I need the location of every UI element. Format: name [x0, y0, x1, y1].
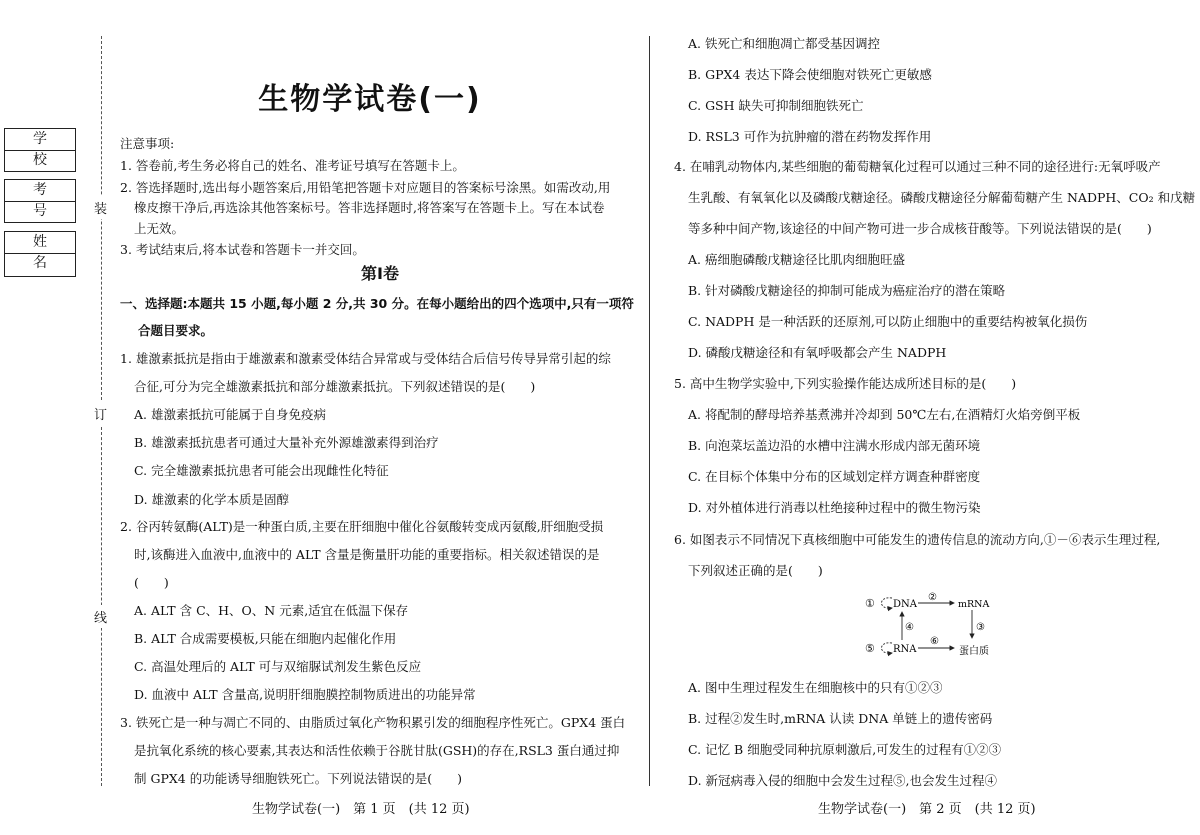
column-divider: [649, 36, 650, 786]
binding-char-ding: 订: [94, 402, 107, 425]
replication-loop: [882, 598, 893, 608]
section-heading: 第Ⅰ卷: [361, 264, 399, 283]
q5-stem: 5. 高中生物学实验中,下列实验操作能达成所述目标的是( ): [674, 376, 1017, 391]
notice-2-line2: 橡皮擦干净后,再选涂其他答案标号。答非选择题时,将答案写在答题卡上。写在本试卷: [134, 200, 605, 215]
q6-stem-line1: 6. 如图表示不同情况下真核细胞中可能发生的遗传信息的流动方向,①－⑥表示生理过程,: [674, 532, 1161, 547]
exam-number-label: 考 号: [5, 180, 75, 202]
q4-option-d: D. 磷酸戊糖途径和有氧呼吸都会产生 NADPH: [688, 345, 947, 360]
notice-1: 1. 答卷前,考生务必将自己的姓名、准考证号填写在答题卡上。: [120, 158, 465, 173]
page-2-footer: 生物学试卷(一) 第 2 页 (共 12 页): [818, 802, 1036, 817]
page-1-footer: 生物学试卷(一) 第 1 页 (共 12 页): [252, 802, 470, 817]
q1-option-d: D. 雄激素的化学本质是固醇: [134, 492, 290, 507]
q5-option-d: D. 对外植体进行消毒以杜绝接种过程中的微生物污染: [688, 500, 981, 515]
notice-3: 3. 考试结束后,将本试卷和答题卡一并交回。: [120, 242, 365, 257]
q4-option-a: A. 癌细胞磷酸戊糖途径比肌肉细胞旺盛: [688, 252, 905, 267]
q1-option-b: B. 雄激素抵抗患者可通过大量补充外源雄激素得到治疗: [134, 435, 439, 450]
q3-option-a: A. 铁死亡和细胞凋亡都受基因调控: [688, 36, 880, 51]
q4-stem-line3: 等多种中间产物,该途径的中间产物可进一步合成核苷酸等。下列说法错误的是( ): [688, 221, 1152, 236]
q1-option-c: C. 完全雄激素抵抗患者可能会出现雌性化特征: [134, 463, 389, 478]
diagram-label-p1: ①: [865, 597, 875, 610]
binding-char-zhuang: 装: [94, 196, 107, 219]
diagram-label-p3: ③: [976, 622, 985, 633]
diagram-label-p2: ②: [928, 592, 937, 603]
notice-2-line1: 2. 答选择题时,选出每小题答案后,用铅笔把答题卡对应题目的答案标号涂黑。如需改动,用: [120, 180, 611, 195]
page-title: 生物学试卷(一): [258, 82, 482, 117]
q5-option-b: B. 向泡菜坛盖边沿的水槽中注满水形成内部无菌环境: [688, 438, 981, 453]
q2-stem-line2: 时,该酶进入血液中,血液中的 ALT 含量是衡量肝功能的重要指标。相关叙述错误的是: [134, 547, 600, 562]
q6-option-d: D. 新冠病毒入侵的细胞中会发生过程⑤,也会发生过程④: [688, 773, 997, 788]
q4-option-c: C. NADPH 是一种活跃的还原剂,可以防止细胞中的重要结构被氧化损伤: [688, 314, 1088, 329]
diagram-label-mrna: mRNA: [958, 599, 990, 610]
q4-stem-line1: 4. 在哺乳动物体内,某些细胞的葡萄糖氧化过程可以通过三种不同的途径进行:无氧呼吸产: [674, 159, 1161, 174]
school-label: 学 校: [5, 129, 75, 151]
q2-option-b: B. ALT 合成需要模板,只能在细胞内起催化作用: [134, 631, 397, 646]
diagram-label-protein: 蛋白质: [959, 646, 989, 657]
q2-stem-line1: 2. 谷丙转氨酶(ALT)是一种蛋白质,主要在肝细胞中催化谷氨酸转变成丙氨酸,肝细胞受损: [120, 519, 604, 534]
diagram-label-p6: ⑥: [930, 636, 939, 647]
q3-option-c: C. GSH 缺失可抑制细胞铁死亡: [688, 98, 864, 113]
diagram-label-p4: ④: [905, 622, 914, 633]
q3-stem-line2: 是抗氧化系统的核心要素,其表达和活性依赖于谷胱甘肽(GSH)的存在,RSL3 蛋白通过抑: [134, 743, 620, 758]
q5-option-a: A. 将配制的酵母培养基煮沸并冷却到 50℃左右,在酒精灯火焰旁倒平板: [688, 407, 1081, 422]
diagram-label-dna: DNA: [893, 599, 917, 610]
q3-option-b: B. GPX4 表达下降会使细胞对铁死亡更敏感: [688, 67, 932, 82]
notice-heading: 注意事项:: [120, 136, 175, 151]
school-box: [4, 128, 76, 172]
q6-option-a: A. 图中生理过程发生在细胞核中的只有①②③: [688, 680, 943, 695]
q1-option-a: A. 雄激素抵抗可能属于自身免疫病: [134, 407, 326, 422]
q6-option-c: C. 记忆 B 细胞受同种抗原刺激后,可发生的过程有①②③: [688, 742, 1002, 757]
part1-instructions-line2: 合题目要求。: [138, 323, 214, 338]
q4-option-b: B. 针对磷酸戊糖途径的抑制可能成为癌症治疗的潜在策略: [688, 283, 1006, 298]
q3-stem-line1: 3. 铁死亡是一种与凋亡不同的、由脂质过氧化产物积累引发的细胞程序性死亡。GPX4 蛋白: [120, 715, 626, 730]
exam-number-box: [4, 179, 76, 223]
q2-option-c: C. 高温处理后的 ALT 可与双缩脲试剂发生紫色反应: [134, 659, 422, 674]
q4-stem-line2: 生乳酸、有氧氧化以及磷酸戊糖途径。磷酸戊糖途径分解葡萄糖产生 NADPH、CO₂ 和戊糖: [688, 190, 1196, 205]
name-label: 姓 名: [5, 232, 75, 254]
rna-replication-loop: [882, 643, 893, 653]
q6-option-b: B. 过程②发生时,mRNA 认读 DNA 单链上的遗传密码: [688, 711, 993, 726]
q1-stem-line1: 1. 雄激素抵抗是指由于雄激素和激素受体结合异常或与受体结合后信号传导异常引起的综: [120, 351, 611, 366]
notice-2-line3: 上无效。: [134, 221, 185, 236]
q2-stem-line3: ( ): [134, 575, 169, 590]
part1-instructions-line1: 一、选择题:本题共 15 小题,每小题 2 分,共 30 分。在每小题给出的四个选项中,只有一项符: [120, 296, 634, 311]
diagram-label-rna: RNA: [893, 644, 917, 655]
q1-stem-line2: 合征,可分为完全雄激素抵抗和部分雄激素抵抗。下列叙述错误的是( ): [134, 379, 536, 394]
binding-char-xian: 线: [94, 605, 107, 628]
name-box: [4, 231, 76, 277]
q2-option-d: D. 血液中 ALT 含量高,说明肝细胞膜控制物质进出的功能异常: [134, 687, 476, 702]
gene-flow-diagram: [862, 592, 1002, 662]
q6-stem-line2: 下列叙述正确的是( ): [688, 563, 823, 578]
q3-stem-line3: 制 GPX4 的功能诱导细胞铁死亡。下列说法错误的是( ): [134, 771, 462, 786]
q2-option-a: A. ALT 含 C、H、O、N 元素,适宜在低温下保存: [134, 603, 409, 618]
q5-option-c: C. 在目标个体集中分布的区域划定样方调查种群密度: [688, 469, 981, 484]
diagram-label-p5: ⑤: [865, 642, 875, 655]
q3-option-d: D. RSL3 可作为抗肿瘤的潜在药物发挥作用: [688, 129, 932, 144]
